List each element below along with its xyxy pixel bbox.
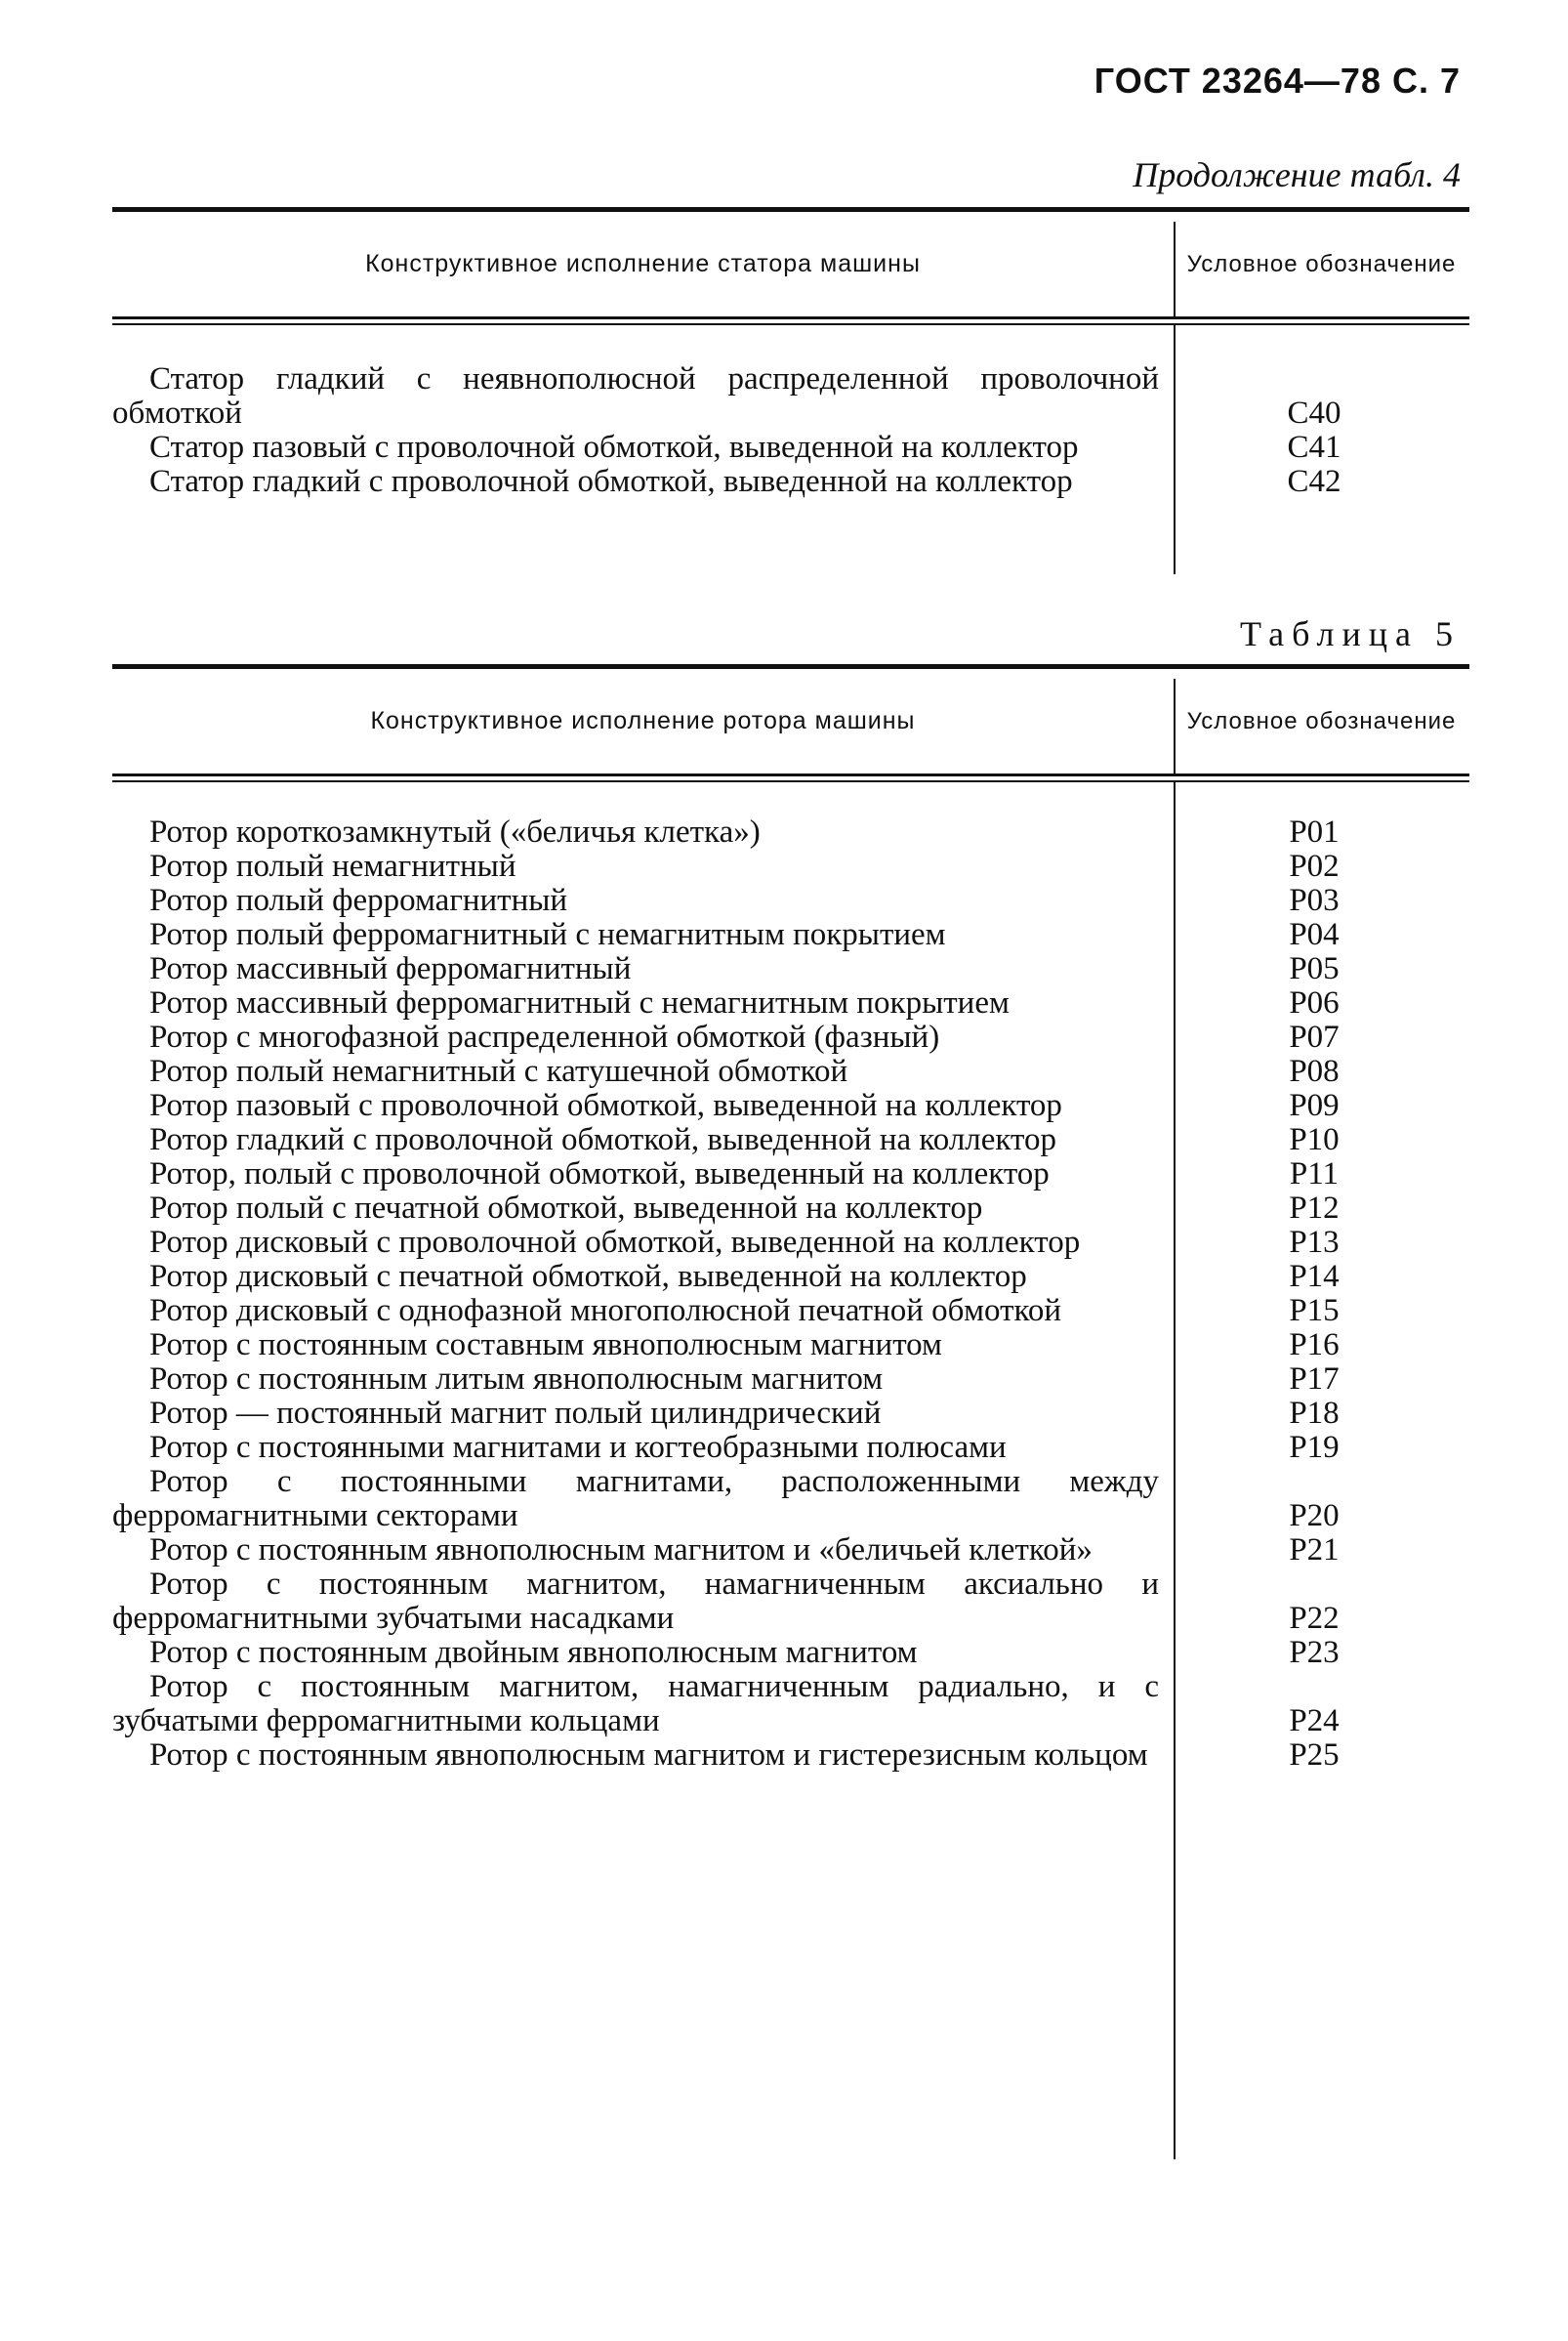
row-code: Р03 <box>1289 883 1340 918</box>
table-row <box>112 1123 1469 1157</box>
table-row <box>112 986 1469 1021</box>
table4-header-rule <box>112 316 1469 325</box>
row-description: Ротор с постоянным магнитом, намагниченным аксиально и ферромагнитными зубчатыми насадками <box>112 1567 1159 1636</box>
table-row <box>112 1157 1469 1191</box>
table-row <box>112 1021 1469 1055</box>
row-code: Р24 <box>1289 1703 1340 1738</box>
row-description: Ротор пазовый с проволочной обмоткой, выведенной на коллектор <box>149 1088 1062 1123</box>
row-description: Ротор дисковый с проволочной обмоткой, выведенной на коллектор <box>149 1225 1081 1260</box>
row-code: Р05 <box>1289 951 1340 986</box>
table-row <box>112 1431 1469 1465</box>
table-row <box>112 1670 1469 1738</box>
row-description: Статор пазовый с проволочной обмоткой, выведенной на коллектор <box>149 430 1079 465</box>
page-header: ГОСТ 23264—78 С. 7 <box>1093 61 1461 101</box>
table-row <box>112 1397 1469 1431</box>
row-description: Ротор с постоянным литым явнополюсным магнитом <box>149 1361 884 1397</box>
table-row <box>112 1465 1469 1533</box>
row-code: Р09 <box>1289 1088 1340 1123</box>
row-description: Ротор полый немагнитный <box>149 849 516 884</box>
row-code: Р23 <box>1289 1635 1340 1670</box>
row-description: Ротор полый с печатной обмоткой, выведенной на коллектор <box>149 1191 983 1226</box>
table-row <box>112 1055 1469 1089</box>
row-code: С41 <box>1287 430 1341 465</box>
row-description: Ротор полый ферромагнитный <box>149 883 568 918</box>
table-row <box>112 952 1469 986</box>
row-description: Ротор дисковый с однофазной многополюсной печатной обмоткой <box>149 1293 1062 1328</box>
table-row <box>112 1294 1469 1328</box>
table-row <box>112 1226 1469 1260</box>
row-code: С40 <box>1287 396 1341 431</box>
table-row <box>112 918 1469 952</box>
row-description: Ротор массивный ферромагнитный <box>149 951 632 986</box>
table5-header <box>112 669 1469 773</box>
row-description: Ротор с постоянным явнополюсным магнитом и «беличьей клеткой» <box>149 1532 1093 1568</box>
table4-col-description-header: Конструктивное исполнение статора машины <box>365 250 921 277</box>
row-description: Ротор с постоянным явнополюсным магнитом и гистерезисным кольцом <box>149 1737 1148 1773</box>
table-row <box>112 431 1469 465</box>
table4-body-divider <box>1174 325 1176 574</box>
table4-header <box>112 212 1469 316</box>
row-description: Статор гладкий с неявнополюсной распределенной проволочной обмоткой <box>112 361 1159 431</box>
row-code: Р21 <box>1289 1532 1340 1568</box>
row-code: Р04 <box>1289 917 1340 952</box>
row-code: Р12 <box>1289 1191 1340 1226</box>
table-row <box>112 1328 1469 1362</box>
row-code: Р19 <box>1289 1430 1340 1465</box>
table5-caption: Таблица 5 <box>1240 614 1461 653</box>
row-description: Ротор с многофазной распределенной обмоткой (фазный) <box>149 1020 940 1055</box>
row-code: Р11 <box>1289 1156 1340 1191</box>
table4-col-code-header: Условное обозначение <box>1186 250 1457 277</box>
table-row <box>112 1260 1469 1294</box>
table-row <box>112 1089 1469 1123</box>
row-code: Р07 <box>1289 1020 1340 1055</box>
row-code: Р17 <box>1289 1361 1340 1397</box>
row-description: Статор гладкий с проволочной обмоткой, выведенной на коллектор <box>149 464 1073 499</box>
row-code: Р18 <box>1289 1396 1340 1431</box>
row-description: Ротор дисковый с печатной обмоткой, выведенной на коллектор <box>149 1259 1027 1294</box>
row-description: Ротор с постоянным двойным явнополюсным магнитом <box>149 1635 918 1670</box>
row-description: Ротор с постоянными магнитами и когтеобразными полюсами <box>149 1430 1007 1465</box>
table4 <box>112 207 1469 499</box>
table-row <box>112 465 1469 499</box>
row-description: Ротор полый немагнитный с катушечной обмоткой <box>149 1054 848 1089</box>
table-row <box>112 1568 1469 1636</box>
table5-col-description-header: Конструктивное исполнение ротора машины <box>370 707 916 734</box>
table-row <box>112 1362 1469 1397</box>
table-row <box>112 815 1469 850</box>
row-description: Ротор гладкий с проволочной обмоткой, выведенной на коллектор <box>149 1122 1056 1157</box>
row-description: Ротор полый ферромагнитный с немагнитным покрытием <box>149 917 946 952</box>
table4-body <box>112 325 1469 499</box>
row-description: Ротор с постоянным составным явнополюсным магнитом <box>149 1327 942 1362</box>
table5-body-divider <box>1174 782 1176 2159</box>
row-description: Ротор — постоянный магнит полый цилиндрический <box>149 1396 882 1431</box>
row-description: Ротор массивный ферромагнитный с немагнитным покрытием <box>149 985 1010 1021</box>
row-code: Р22 <box>1289 1601 1340 1636</box>
row-description: Ротор короткозамкнутый («беличья клетка») <box>149 815 761 850</box>
table4-header-divider <box>1174 222 1176 316</box>
table5 <box>112 664 1469 1773</box>
row-code: Р25 <box>1289 1737 1340 1773</box>
row-description: Ротор с постоянными магнитами, расположенными между ферромагнитными секторами <box>112 1464 1159 1533</box>
table5-body <box>112 782 1469 1773</box>
row-code: Р01 <box>1289 815 1340 850</box>
row-code: Р15 <box>1289 1293 1340 1328</box>
row-code: Р10 <box>1289 1122 1340 1157</box>
table5-col-code-header: Условное обозначение <box>1186 707 1457 734</box>
table-row <box>112 1636 1469 1670</box>
row-code: Р16 <box>1289 1327 1340 1362</box>
table-row <box>112 1191 1469 1226</box>
table-row <box>112 362 1469 431</box>
table-row <box>112 884 1469 918</box>
row-code: Р02 <box>1289 849 1340 884</box>
table5-header-rule <box>112 773 1469 782</box>
row-code: Р13 <box>1289 1225 1340 1260</box>
table-row <box>112 1738 1469 1773</box>
table-row <box>112 1533 1469 1568</box>
row-code: Р06 <box>1289 985 1340 1021</box>
row-code: Р14 <box>1289 1259 1340 1294</box>
row-code: Р08 <box>1289 1054 1340 1089</box>
table-row <box>112 850 1469 884</box>
table4-caption: Продолжение табл. 4 <box>1133 155 1461 194</box>
row-code: Р20 <box>1289 1498 1340 1533</box>
table5-header-divider <box>1174 679 1176 773</box>
row-code: С42 <box>1287 464 1341 499</box>
row-description: Ротор, полый с проволочной обмоткой, выведенный на коллектор <box>149 1156 1050 1191</box>
row-description: Ротор с постоянным магнитом, намагниченным радиально, и с зубчатыми ферромагнитными кольцами <box>112 1669 1159 1738</box>
